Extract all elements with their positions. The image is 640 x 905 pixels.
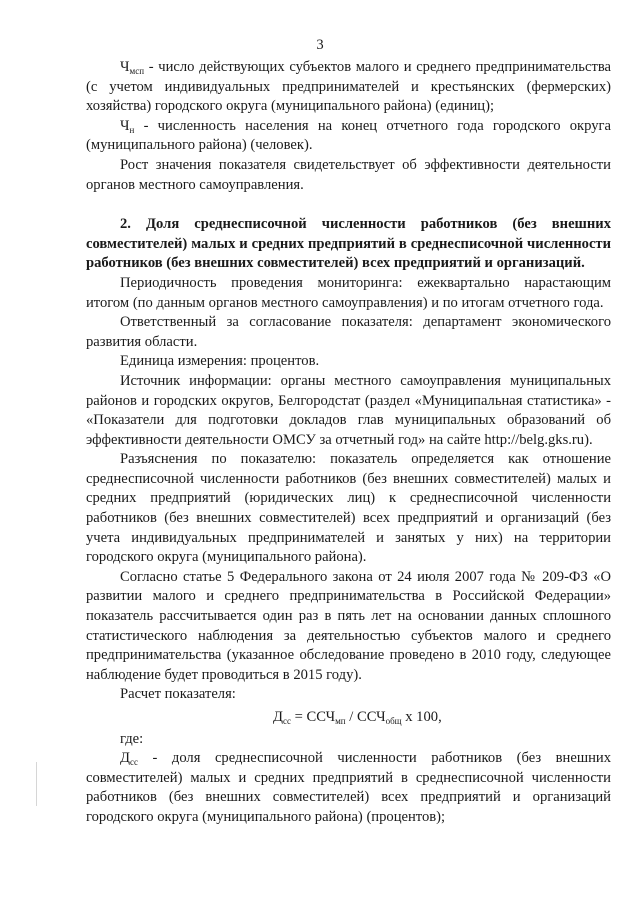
definition-dss (86, 749, 611, 827)
formula-tail: х 100, (401, 709, 442, 725)
symbol-subscript: сс (129, 757, 138, 768)
paragraph-growth: Рост значения показателя свидетельствует об эффективности деятельности органов местного самоуправления. (86, 156, 611, 193)
definition-chmsp (86, 58, 611, 117)
formula-denominator-subscript: общ (385, 716, 402, 726)
paragraph-responsible: Ответственный за согласование показателя: департамент экономического развития области. (86, 314, 611, 350)
paragraph-explanation: Разъяснения по показателю: показатель определяется как отношение среднесписочной численности работников (без внешних совместителей) малых и средних предприятий (юридических лиц) к среднесписочной численности работников (без внешних совместителей) всех предприятий и организаций (без учета индивидуальных предпринимателей и занятых у них) на территории городского округа (муниципального района). (86, 451, 611, 566)
symbol: Ч (120, 117, 130, 134)
definition-text: - доля среднесписочной численности работников (без внешних совместителей) малых и средних предприятий в среднесписочной численности работников (без внешних совместителей) всех предприятий и организаций городского округа (муниципального района) (процентов); (86, 750, 611, 825)
paragraph-law: Согласно статье 5 Федерального закона от 24 июля 2007 года № 209-ФЗ «О развитии малого и среднего предпринимательства в Российской Федерации» показатель рассчитывается один раз в пять лет на основании данных сплошного статистического наблюдения за деятельностью субъектов малого и среднего предпринимательства (указанное обследование проведено в 2010 году, следующее наблюдение будет проводиться в 2015 году). (86, 568, 611, 683)
formula-numerator-subscript: мп (335, 716, 346, 726)
formula (86, 708, 611, 728)
formula-denominator: / ССЧ (345, 709, 386, 725)
section-heading: 2. Доля среднесписочной численности работников (без внешних совместителей) малых и средних предприятий в среднесписочной численности работников (без внешних совместителей) всех предприятий и организаций. (86, 216, 611, 272)
margin-scan-mark (36, 762, 37, 806)
symbol: Ч (120, 59, 130, 75)
symbol-subscript: н (129, 124, 135, 135)
page-number: 3 (316, 37, 324, 53)
paragraph-source: Источник информации: органы местного самоуправления муниципальных районов и городских округов, Белгородстат (раздел «Муниципальная статистика» - «Показатели для подготовки докладов глав муниципальных образований об эффективности деятельности ОМСУ за отчетный год» на сайте http://belg.gks.ru). (86, 372, 611, 448)
formula-lhs: Д (273, 709, 283, 725)
definition-chn (86, 117, 611, 156)
paragraph-where: где: (120, 730, 144, 747)
formula-lhs-subscript: сс (282, 716, 291, 726)
paragraph-periodicity: Периодичность проведения мониторинга: ежеквартально нарастающим итогом (по данным органов местного самоуправления) и по итогам отчетного года. (86, 274, 611, 311)
definition-text: - число действующих субъектов малого и среднего предпринимательства (с учетом индивидуальных предпринимателей и крестьянских (фермерских) хозяйства) городского округа (муниципального района) (единиц); (86, 59, 611, 115)
formula-numerator: = ССЧ (290, 709, 336, 725)
document-body (86, 58, 611, 828)
definition-text: - численность населения на конец отчетного года городского округа (муниципального района) (человек). (86, 117, 611, 154)
paragraph-unit: Единица измерения: процентов. (120, 353, 320, 370)
symbol-subscript: мсп (129, 66, 145, 76)
paragraph-calculation: Расчет показателя: (120, 686, 236, 703)
symbol: Д (120, 750, 130, 767)
